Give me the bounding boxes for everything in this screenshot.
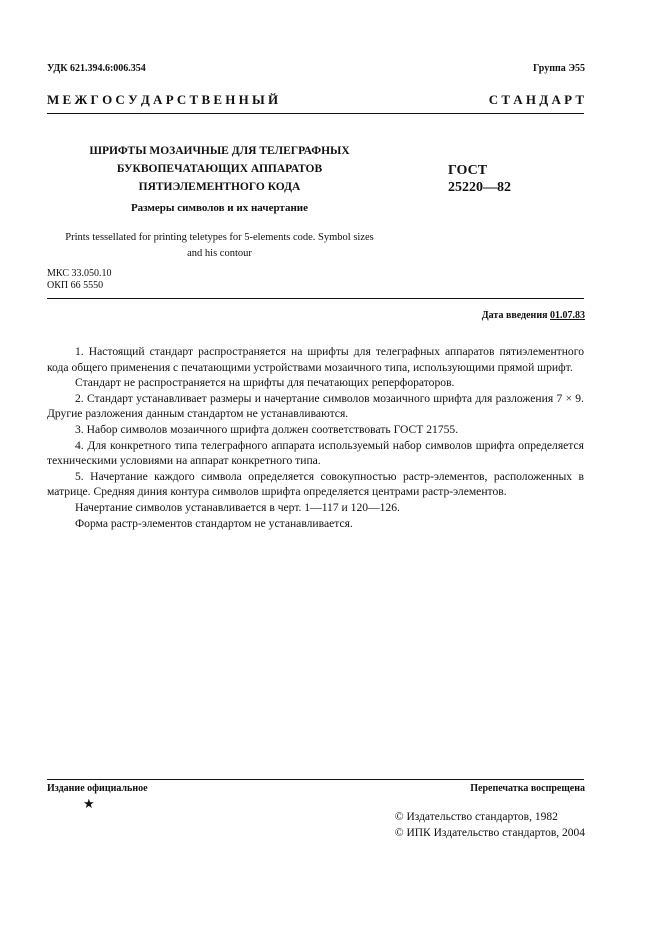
paragraph: 2. Стандарт устанавливает размеры и начертание символов мозаичного шрифта для разложения 7 × 9. Другие разложения данным стандартом не устанавливаются.: [47, 391, 584, 421]
document-title: [47, 142, 392, 196]
intro-date-label: Дата введения: [481, 310, 548, 321]
okp-code: ОКП 66 5550: [47, 280, 104, 291]
english-title-line: and his contour: [187, 248, 252, 259]
reprint-prohibited-label: Перепечатка воспрещена: [470, 783, 585, 794]
top-divider: [47, 113, 584, 114]
english-title: [47, 230, 392, 262]
copyright-line: © Издательство стандартов, 1982: [394, 811, 558, 823]
paragraph: 4. Для конкретного типа телеграфного аппарата используемый набор символов шрифта определяется техническими условиями на аппарат конкретного типа.: [47, 438, 584, 468]
paragraph: Начертание символов устанавливается в черт. 1—117 и 120—126.: [75, 500, 400, 514]
classification-codes: [47, 268, 111, 292]
standard-word: С Т А Н Д А Р Т: [488, 92, 584, 107]
english-title-line: Prints tessellated for printing teletypes for 5-elements code. Symbol sizes: [65, 232, 374, 243]
copyright-line: © ИПК Издательство стандартов, 2004: [394, 827, 585, 839]
udk-code: УДК 621.394.6:006.354: [47, 63, 146, 74]
title-line: БУКВОПЕЧАТАЮЩИХ АППАРАТОВ: [116, 163, 323, 175]
group-code: Группа Э55: [533, 63, 585, 74]
gost-number: 25220—82: [448, 180, 511, 195]
paragraph: 1. Настоящий стандарт распространяется на шрифты для телеграфных аппаратов пятиэлементного кода общего применения с печатающими устройствами мозаичного типа, использующими прямой шрифт.: [47, 345, 584, 374]
interstate-word: М Е Ж Г О С У Д А Р С Т В Е Н Н Ы Й: [47, 92, 279, 107]
document-body: [47, 344, 584, 531]
paragraph: Форма растр-элементов стандартом не устанавливается.: [75, 516, 353, 530]
paragraph: 3. Набор символов мозаичного шрифта должен соответствовать ГОСТ 21755.: [75, 422, 459, 436]
gost-designation: [448, 162, 588, 196]
official-edition-label: Издание официальное: [47, 783, 148, 794]
paragraph: 5. Начертание каждого символа определяется совокупностью растр-элементов, расположенных в матрице. Средняя диния контура символов шрифта определяется центрами растр-элементов.: [47, 469, 584, 499]
bottom-divider: [47, 779, 584, 780]
star-icon: ★: [83, 796, 95, 811]
paragraph: Стандарт не распространяется на шрифты для печатающих реперфораторов.: [75, 376, 455, 390]
intro-date-value: 01.07.83: [550, 310, 585, 321]
interstate-standard-banner: [47, 92, 584, 108]
gost-label: ГОСТ: [448, 163, 488, 178]
copyright-block: [395, 809, 585, 841]
document-subtitle: Размеры символов и их начертание: [130, 202, 309, 214]
middle-divider: [47, 298, 584, 299]
title-line: ПЯТИЭЛЕМЕНТНОГО КОДА: [138, 181, 301, 193]
introduction-date: [482, 310, 585, 321]
title-line: ШРИФТЫ МОЗАИЧНЫЕ ДЛЯ ТЕЛЕГРАФНЫХ: [89, 145, 350, 157]
mks-code: МКС 33.050.10: [47, 268, 112, 279]
